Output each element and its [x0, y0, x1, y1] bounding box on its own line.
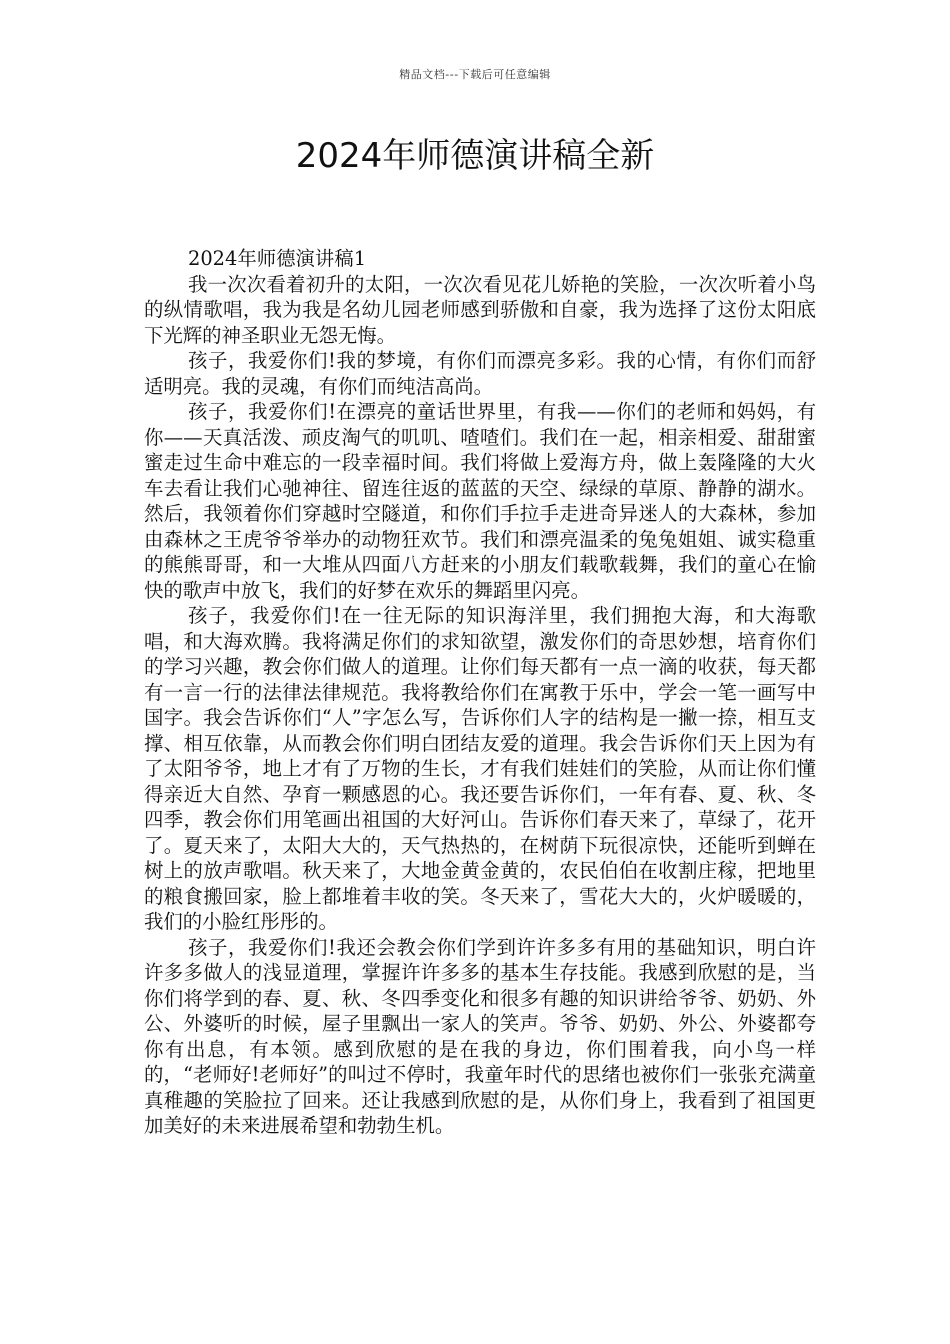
header-note: 精品文档---下载后可任意编辑 [399, 68, 551, 81]
paragraph-5: 孩子，我爱你们!我还会教会你们学到许许多多有用的基础知识，明白许许多多做人的浅显道理，掌握许许多多的基本生存技能。我感到欣慰的是，当你们将学到的春、夏、秋、冬四季变化和很多有趣的知识讲给爷爷、奶奶、外公、外婆听的时候，屋子里飘出一家人的笑声。爷爷、奶奶、外公、外婆都夸你有出息，有本领。感到欣慰的是在我的身边，你们围着我，向小鸟一样的，“老师好!老师好”的叫过不停时，我童年时代的思绪也被你们一张张充满童真稚趣的笑脸拉了回来。还让我感到欣慰的是，从你们身上，我看到了祖国更加美好的未来进展希望和勃勃生机。 [144, 935, 816, 1137]
document-title: 2024年师德演讲稿全新 [295, 136, 655, 176]
paragraph-3: 孩子，我爱你们!在漂亮的童话世界里，有我——你们的老师和妈妈，有你——天真活泼、顽皮淘气的叽叽、喳喳们。我们在一起，相亲相爱、甜甜蜜蜜走过生命中难忘的一段幸福时间。我们将做上爱海方舟，做上轰隆隆的大火车去看让我们心驰神往、留连往返的蓝蓝的天空、绿绿的草原、静静的湖水。然后，我领着你们穿越时空隧道，和你们手拉手走进奇异迷人的大森林，参加由森林之王虎爷爷举办的动物狂欢节。我们和漂亮温柔的兔兔姐姐、诚实稳重的熊熊哥哥，和一大堆从四面八方赶来的小朋友们载歌载舞，我们的童心在愉快的歌声中放飞，我们的好梦在欢乐的舞蹈里闪亮。 [144, 400, 816, 602]
section-heading: 2024年师德演讲稿1 [188, 247, 367, 270]
document-body [144, 246, 816, 1139]
paragraph-1: 我一次次看着初升的太阳，一次次看见花儿娇艳的笑脸，一次次听着小鸟的纵情歌唱，我为我是名幼儿园老师感到骄傲和自豪，我为选择了这份太阳底下光辉的神圣职业无怨无悔。 [144, 272, 816, 347]
paragraph-4: 孩子，我爱你们!在一往无际的知识海洋里，我们拥抱大海，和大海歌唱，和大海欢腾。我将满足你们的求知欲望，激发你们的奇思妙想，培育你们的学习兴趣，教会你们做人的道理。让你们每天都有一点一滴的收获，每天都有一言一行的法律法律规范。我将教给你们在寓教于乐中，学会一笔一画写中国字。我会告诉你们“人”字怎么写，告诉你们人字的结构是一撇一捺，相互支撑、相互依靠，从而教会你们明白团结友爱的道理。我会告诉你们天上因为有了太阳爷爷，地上才有了万物的生长，才有我们娃娃们的笑脸，从而让你们懂得亲近大自然、孕育一颗感恩的心。我还要告诉你们，一年有春、夏、秋、冬四季，教会你们用笔画出祖国的大好河山。告诉你们春天来了，草绿了，花开了。夏天来了，太阳大大的，天气热热的，在树荫下玩很凉快，还能听到蝉在树上的放声歌唱。秋天来了，大地金黄金黄的，农民伯伯在收割庄稼，把地里的粮食搬回家，脸上都堆着丰收的笑。冬天来了，雪花大大的，火炉暖暖的，我们的小脸红彤彤的。 [144, 604, 816, 933]
paragraph-2: 孩子，我爱你们!我的梦境，有你们而漂亮多彩。我的心情，有你们而舒适明亮。我的灵魂，有你们而纯洁高尚。 [144, 349, 816, 398]
